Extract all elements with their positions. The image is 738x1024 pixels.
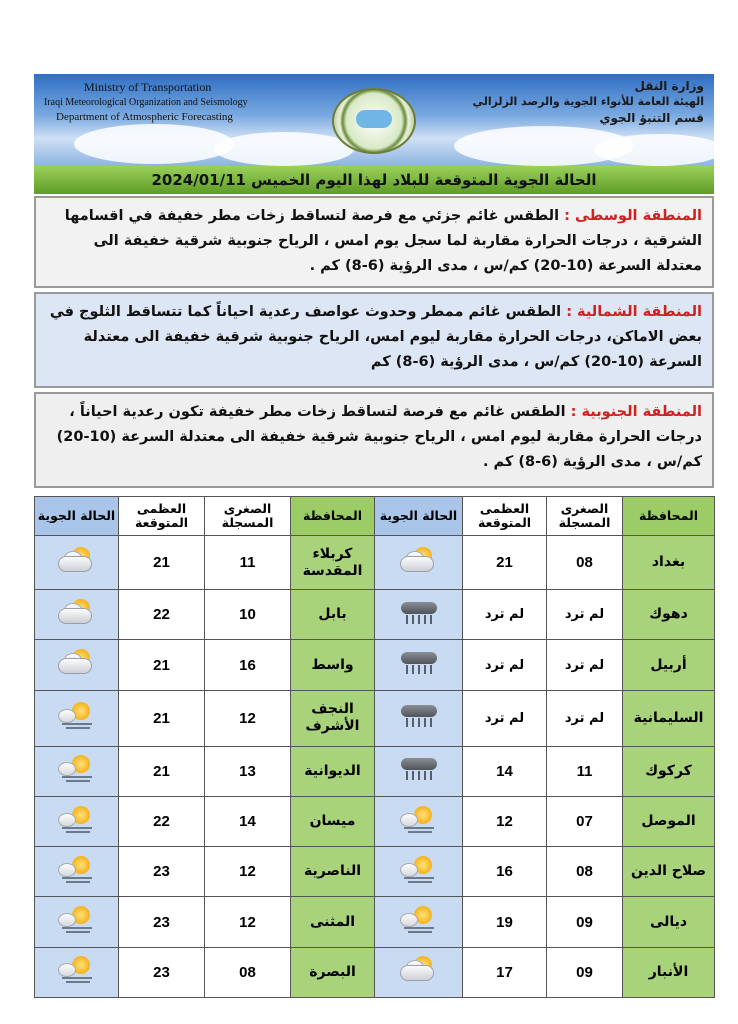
header-banner — [34, 74, 714, 166]
min-temp-cell: 07 — [547, 797, 623, 847]
governorate-cell: الموصل — [623, 797, 715, 847]
min-temp-cell: 13 — [205, 746, 291, 796]
table-row — [35, 897, 715, 947]
min-temp-cell: لم ترد — [547, 640, 623, 690]
weather-cell — [375, 536, 463, 590]
table-row — [35, 536, 715, 590]
region-central-name: المنطقة الوسطى : — [564, 208, 702, 224]
header-governorate: المحافظة — [291, 497, 375, 536]
max-temp-cell: 19 — [463, 897, 547, 947]
governorate-cell: أربيل — [623, 640, 715, 690]
governorate-cell: واسط — [291, 640, 375, 690]
weather-cell — [35, 947, 119, 997]
partly-cloudy-icon — [396, 955, 442, 985]
weather-cell — [375, 847, 463, 897]
weather-cell — [35, 897, 119, 947]
weather-cell — [35, 847, 119, 897]
governorate-cell: السليمانية — [623, 690, 715, 746]
weather-cell — [35, 690, 119, 746]
min-temp-cell: 14 — [205, 797, 291, 847]
rain-icon — [396, 701, 442, 731]
region-south-name: المنطقة الجنوبية : — [570, 404, 702, 420]
page-title: الحالة الجوية المتوقعة للبلاد لهذا اليوم الخميس 2024/01/11 — [34, 166, 714, 194]
sun-fog-icon — [54, 905, 100, 935]
weather-cell — [375, 897, 463, 947]
rain-icon — [396, 598, 442, 628]
governorate-cell: النجف الأشرف — [291, 690, 375, 746]
max-temp-cell: 21 — [463, 536, 547, 590]
sun-fog-icon — [396, 855, 442, 885]
weather-cell — [35, 590, 119, 640]
weather-cell — [375, 690, 463, 746]
sun-fog-icon — [54, 754, 100, 784]
min-temp-cell: 09 — [547, 947, 623, 997]
max-temp-cell: 22 — [119, 590, 205, 640]
min-temp-cell: لم ترد — [547, 690, 623, 746]
banner-cloud — [74, 124, 234, 164]
weather-cell — [375, 746, 463, 796]
department-en: Department of Atmospheric Forecasting — [56, 111, 233, 123]
governorate-cell: الديوانية — [291, 746, 375, 796]
header-weather: الحالة الجوية — [35, 497, 119, 536]
weather-cell — [375, 590, 463, 640]
forecast-table — [34, 496, 715, 998]
weather-cell — [375, 640, 463, 690]
ministry-ar: وزارة النقل — [634, 79, 704, 93]
header-max: العظمى المتوقعة — [119, 497, 205, 536]
region-north — [34, 292, 714, 388]
sun-fog-icon — [396, 905, 442, 935]
weather-cell — [35, 746, 119, 796]
governorate-cell: كربلاء المقدسة — [291, 536, 375, 590]
sun-fog-icon — [54, 805, 100, 835]
min-temp-cell: 12 — [205, 847, 291, 897]
region-north-name: المنطقة الشمالية : — [566, 304, 702, 320]
max-temp-cell: 16 — [463, 847, 547, 897]
region-central — [34, 196, 714, 288]
header-max: العظمى المتوقعة — [463, 497, 547, 536]
max-temp-cell: 23 — [119, 897, 205, 947]
region-central-text: الطقس غائم جزئي مع فرصة لتساقط زخات مطر خفيفة في اقسامها الشرقية ، درجات الحرارة مقاربة لما سجل يوم امس ، الرياح جنوبية شرقية خفيفة الى معتدلة السرعة (10-20) كم/س ، مدى الرؤية (6-8) كم . — [64, 208, 702, 274]
max-temp-cell: 14 — [463, 746, 547, 796]
table-row — [35, 640, 715, 690]
governorate-cell: الناصرية — [291, 847, 375, 897]
header-governorate: المحافظة — [623, 497, 715, 536]
min-temp-cell: 09 — [547, 897, 623, 947]
min-temp-cell: 16 — [205, 640, 291, 690]
max-temp-cell: 23 — [119, 947, 205, 997]
min-temp-cell: 08 — [547, 536, 623, 590]
partly-cloudy-icon — [54, 546, 100, 576]
max-temp-cell: لم ترد — [463, 640, 547, 690]
department-ar: قسم التنبؤ الجوي — [599, 111, 704, 125]
region-south-text: الطقس غائم مع فرصة لتساقط زخات مطر خفيفة تكون رعدية احياناً ، درجات الحرارة مقاربة ليوم امس ، الرياح جنوبية شرقية خفيفة الى معتدلة السرعة (10-20) كم/س ، مدى الرؤية (6-8) كم . — [56, 404, 702, 470]
governorate-cell: البصرة — [291, 947, 375, 997]
banner-cloud — [594, 134, 714, 166]
governorate-cell: دهوك — [623, 590, 715, 640]
min-temp-cell: 08 — [205, 947, 291, 997]
header-arabic — [473, 78, 704, 126]
governorate-cell: ميسان — [291, 797, 375, 847]
sun-fog-icon — [54, 955, 100, 985]
max-temp-cell: 22 — [119, 797, 205, 847]
ministry-en: Ministry of Transportation — [84, 80, 212, 94]
partly-cloudy-icon — [54, 648, 100, 678]
table-row — [35, 590, 715, 640]
max-temp-cell: 23 — [119, 847, 205, 897]
min-temp-cell: 12 — [205, 690, 291, 746]
governorate-cell: ديالى — [623, 897, 715, 947]
governorate-cell: كركوك — [623, 746, 715, 796]
weather-cell — [35, 536, 119, 590]
rain-icon — [396, 648, 442, 678]
partly-cloudy-icon — [54, 598, 100, 628]
weather-cell — [35, 640, 119, 690]
min-temp-cell: لم ترد — [547, 590, 623, 640]
rain-icon — [396, 754, 442, 784]
weather-cell — [35, 797, 119, 847]
max-temp-cell: 17 — [463, 947, 547, 997]
max-temp-cell: لم ترد — [463, 690, 547, 746]
header-english — [44, 80, 248, 125]
governorate-cell: صلاح الدين — [623, 847, 715, 897]
header-min: الصغرى المسجلة — [205, 497, 291, 536]
max-temp-cell: 21 — [119, 746, 205, 796]
min-temp-cell: 08 — [547, 847, 623, 897]
min-temp-cell: 11 — [547, 746, 623, 796]
header-min: الصغرى المسجلة — [547, 497, 623, 536]
governorate-cell: بابل — [291, 590, 375, 640]
min-temp-cell: 11 — [205, 536, 291, 590]
min-temp-cell: 12 — [205, 897, 291, 947]
organization-ar: الهيئة العامة للأنواء الجوية والرصد الزلزالي — [472, 95, 704, 108]
max-temp-cell: 21 — [119, 640, 205, 690]
max-temp-cell: 21 — [119, 690, 205, 746]
sun-fog-icon — [396, 805, 442, 835]
partly-cloudy-icon — [396, 546, 442, 576]
sun-fog-icon — [54, 855, 100, 885]
table-row — [35, 746, 715, 796]
max-temp-cell: 12 — [463, 797, 547, 847]
max-temp-cell: لم ترد — [463, 590, 547, 640]
organization-logo-icon — [332, 88, 416, 154]
weather-cell — [375, 797, 463, 847]
table-row — [35, 690, 715, 746]
min-temp-cell: 10 — [205, 590, 291, 640]
region-north-text: الطقس غائم ممطر وحدوث عواصف رعدية احياناً كما تتساقط الثلوج في بعض الاماكن، درجات الحرارة مقاربة ليوم امس، الرياح جنوبية شرقية خفيفة الى معتدلة السرعة (10-20) كم/س ، مدى الرؤية (6-8) كم — [49, 304, 702, 370]
governorate-cell: الأنبار — [623, 947, 715, 997]
governorate-cell: المثنى — [291, 897, 375, 947]
header-weather: الحالة الجوية — [375, 497, 463, 536]
organization-en: Iraqi Meteorological Organization and Seismology — [44, 97, 248, 108]
table-row — [35, 797, 715, 847]
region-south — [34, 392, 714, 488]
weather-cell — [375, 947, 463, 997]
table-header-row — [35, 497, 715, 536]
table-row — [35, 947, 715, 997]
table-row — [35, 847, 715, 897]
banner-cloud — [214, 132, 354, 166]
governorate-cell: بغداد — [623, 536, 715, 590]
max-temp-cell: 21 — [119, 536, 205, 590]
sun-fog-icon — [54, 701, 100, 731]
